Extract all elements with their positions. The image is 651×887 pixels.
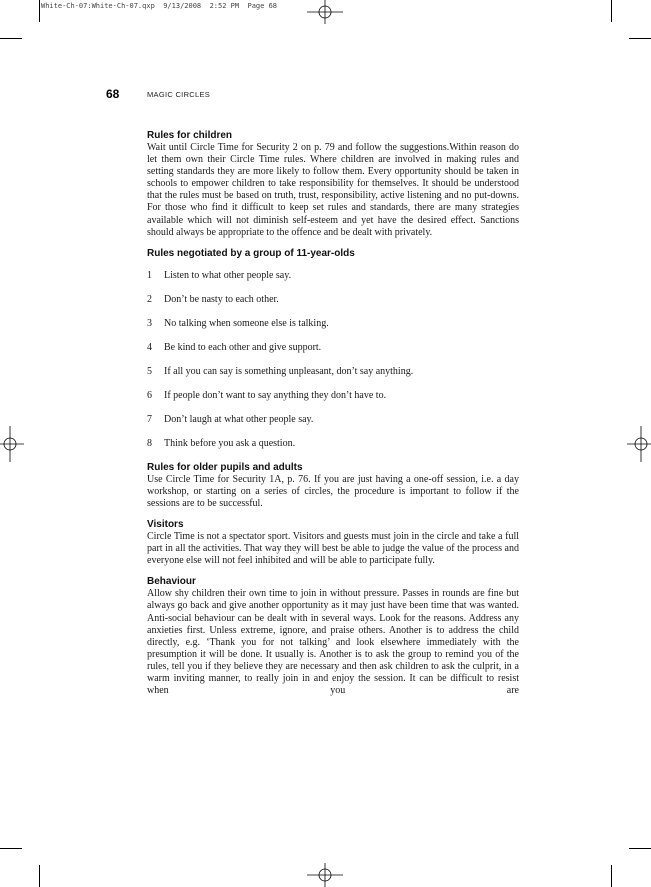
list-item	[147, 270, 519, 294]
section-heading: Rules for children	[147, 130, 233, 141]
section-paragraph: Circle Time is not a spectator sport. Visitors and guests must join in the circle and take a full part in all the activities. That way they will best be able to judge the value of the process and everyone else will not feel inhibited and will be able to participate fully.	[147, 531, 519, 567]
running-head	[106, 87, 526, 103]
list-item	[147, 342, 519, 366]
crop-mark	[39, 865, 40, 887]
crop-mark	[629, 38, 651, 39]
list-number: 5	[147, 365, 152, 377]
registration-mark	[627, 424, 651, 464]
list-text: If all you can say is something unpleasant, don’t say anything.	[164, 365, 414, 377]
print-slug: White-Ch-07:White-Ch-07.qxp 9/13/2008 2:52 PM Page 68	[41, 2, 278, 10]
crop-mark	[39, 0, 40, 22]
list-number: 2	[147, 293, 152, 305]
list-number: 7	[147, 413, 152, 425]
registration-mark	[305, 863, 345, 887]
registration-mark	[305, 0, 345, 24]
section-rules-older-pupils	[147, 461, 519, 510]
section-paragraph: Wait until Circle Time for Security 2 on p. 79 and follow the suggestions.Within reason do let them own their Circle Time rules. Where children are involved in making rules and setting standards they are more likely to follow them. Every opportunity should be taken in schools to empower children to take responsibility for themselves. It should be understood that the rules must be based on truth, trust, responsibility, active listening and no put-downs. For those who find it difficult to keep set rules and standards, there are many strategies available which will not diminish self-esteem and yet have the desired effect. Sanctions should always be appropriate to the offence and be dealt with privately.	[147, 142, 519, 238]
rules-list	[147, 270, 519, 454]
section-visitors	[147, 518, 519, 567]
list-text: Listen to what other people say.	[164, 269, 292, 281]
section-heading: Visitors	[147, 519, 184, 531]
list-item	[147, 294, 519, 318]
crop-mark	[611, 865, 612, 887]
section-paragraph: Use Circle Time for Security 1A, p. 76. If you are just having a one-off session, i.e. a day workshop, or starting on a series of circles, the procedure is important to follow if the sessions are to be successful.	[147, 473, 519, 509]
crop-mark	[629, 848, 651, 849]
list-text: Don’t laugh at what other people say.	[164, 413, 314, 425]
list-number: 8	[147, 437, 152, 449]
list-number: 6	[147, 389, 152, 401]
list-item	[147, 390, 519, 414]
list-item	[147, 366, 519, 390]
list-item	[147, 438, 519, 454]
section-heading: Behaviour	[147, 576, 196, 588]
page-content	[147, 129, 519, 697]
page-number: 68	[106, 87, 120, 101]
list-text: Be kind to each other and give support.	[164, 341, 322, 353]
list-item	[147, 414, 519, 438]
crop-mark	[0, 848, 22, 849]
book-title: MAGIC CIRCLES	[147, 90, 211, 99]
section-behaviour	[147, 575, 519, 697]
list-number: 4	[147, 341, 152, 353]
list-text: Think before you ask a question.	[164, 437, 296, 449]
section-heading: Rules negotiated by a group of 11-year-olds	[147, 247, 355, 259]
section-rules-for-children	[147, 129, 519, 239]
crop-mark	[0, 38, 22, 39]
section-heading: Rules for older pupils and adults	[147, 461, 303, 473]
list-item	[147, 318, 519, 342]
section-rules-negotiated	[147, 247, 519, 454]
crop-mark	[611, 0, 612, 22]
list-text: Don’t be nasty to each other.	[164, 293, 279, 305]
registration-mark	[0, 424, 24, 464]
list-text: If people don’t want to say anything they don’t have to.	[164, 389, 387, 401]
list-number: 1	[147, 269, 152, 281]
list-text: No talking when someone else is talking.	[164, 317, 329, 329]
section-paragraph: Allow shy children their own time to join in without pressure. Passes in rounds are fine but always go back and give another opportunity as it may just have been time that was wanted. Anti-social behaviour can be dealt with in several ways. Look for the reasons. Address any anxieties first. Unless extreme, ignore, and praise others. Another is to address the child directly, e.g. ‘Thank you for not talking’ and look elsewhere immediately with the presumption it will be done. It usually is. Another is to ask the group to remind you of the rules, tell you if they believe they are necessary and then ask children to ask the culprit, in a warm inviting manner, to really join in and enjoy the session. It can be difficult to resist when you are	[147, 588, 519, 697]
list-number: 3	[147, 317, 152, 329]
